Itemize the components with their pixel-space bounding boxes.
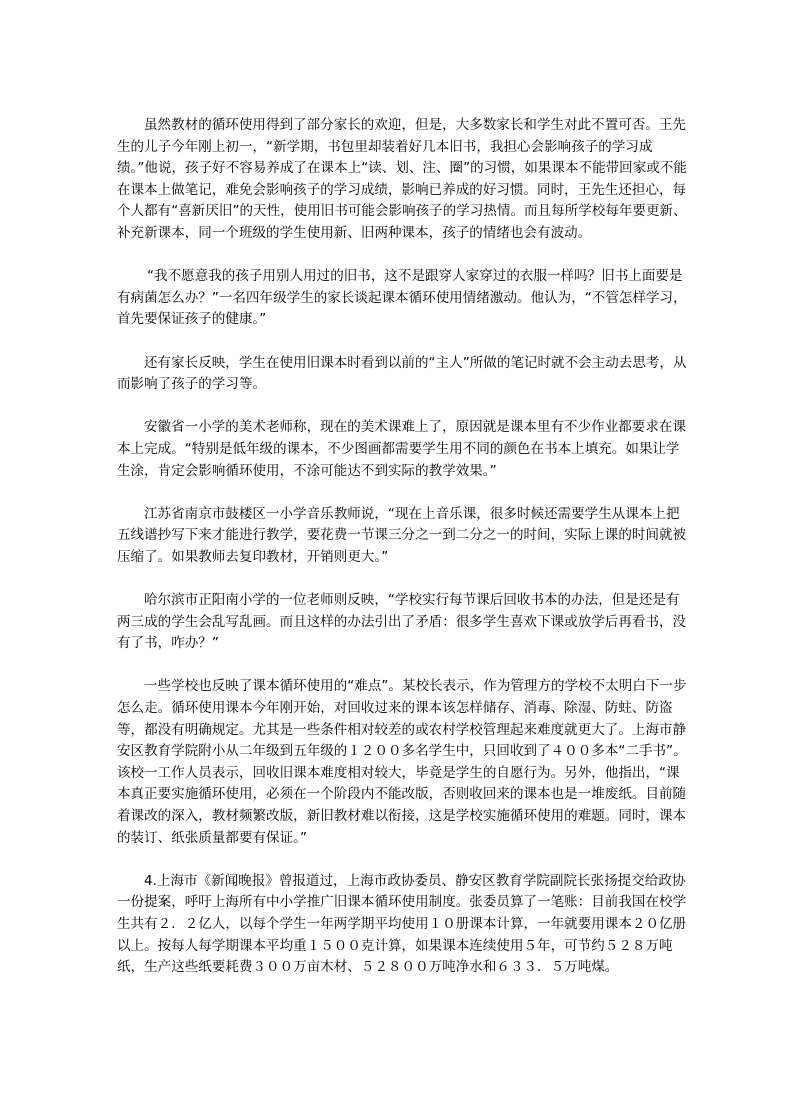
paragraph-parent-concerns: 虽然教材的循环使用得到了部分家长的欢迎，但是，大多数家长和学生对此不置可否。王先生的儿子今年刚上初一，“新学期，书包里却装着好几本旧书，我担心会影响孩子的学习成绩。”他说，孩子好不容易养成了在课本上“读、划、注、圈”的习惯，如果课本不能带回家或不能在课本上做笔记，难免会影响孩子的学习成绩，影响已养成的好习惯。同时，王先生还担心，每个人都有“喜新厌旧”的天性，使用旧书可能会影响孩子的学习热情。而且每所学校每年要更新、补充新课本，同一个班级的学生使用新、旧两种课本，孩子的情绪也会有波动。 bbox=[117, 117, 687, 241]
paragraph-music-teacher: 江苏省南京市鼓楼区一小学音乐教师说，“现在上音乐课，很多时候还需要学生从课本上把五线谱抄写下来才能进行教学，要花费一节课三分之一到二分之一的时间，实际上课的时间就被压缩了。如果教师去复印教材，开销则更大。” bbox=[117, 505, 687, 565]
paragraph-art-teacher: 安徽省一小学的美术老师称，现在的美术课难上了，原因就是课本里有不少作业都要求在课本上完成。“特别是低年级的课本，不少图画都需要学生用不同的颜色在书本上填充。如果让学生涂，肯定会影响循环使用，不涂可能达不到实际的教学效果。” bbox=[117, 419, 686, 479]
paragraph-previous-notes: 还有家长反映，学生在使用旧课本时看到以前的“主人”所做的笔记时就不会主动去思考，从而影响了孩子的学习等。 bbox=[117, 354, 687, 393]
article-body bbox=[117, 115, 692, 979]
paragraph-school-difficulties: 一些学校也反映了课本循环使用的“难点”。某校长表示，作为管理方的学校不太明白下一步怎么走。循环使用课本今年刚开始，对回收过来的课本该怎样储存、消毒、除湿、防蛀、防盗等，都没有明确规定。尤其是一些条件相对较差的或农村学校管理起来难度就更大了。上海市静安区教育学院附小从二年级到五年级的１２００多名学生中，只回收到了４００多本“二手书”。该校一工作人员表示，回收旧课本难度相对较大，毕竟是学生的自愿行为。另外，他指出，“课本真正要实施循环使用，必须在一个阶段内不能改版，否则收回来的课本也是一堆废纸。目前随着课改的深入，教材频繁改版，新旧教材难以衔接，这是学校实施循环使用的难题。同时，课本的装订、纸张质量都要有保证。” bbox=[117, 678, 687, 846]
paragraph-hygiene-quote: “我不愿意我的孩子用别人用过的旧书，这不是跟穿人家穿过的衣服一样吗？旧书上面要是有病菌怎么办？”一名四年级学生的家长谈起课本循环使用情绪激动。他认为，“不管怎样学习，首先要保证孩子的健康。” bbox=[117, 268, 687, 328]
paragraph-shanghai-proposal: 4.上海市《新闻晚报》曾报道过，上海市政协委员、静安区教育学院副院长张扬提交给政协一份提案，呼吁上海所有中小学推广旧课本循环使用制度。张委员算了一笔账：目前我国在校学生共有２．２亿人，以每个学生一年两学期平均使用１０册课本计算，一年就要用课本２０亿册以上。按每人每学期课本平均重１５００克计算，如果课本连续使用５年，可节约５２８万吨纸，生产这些纸要耗费３００万亩木材、５２８００万吨净水和６３３．５万吨煤。 bbox=[117, 872, 687, 976]
paragraph-harbin-teacher: 哈尔滨市正阳南小学的一位老师则反映，“学校实行每节课后回收书本的办法，但是还是有两三成的学生会乱写乱画。而且这样的办法引出了矛盾：很多学生喜欢下课或放学后再看书，没有了书，咋办？” bbox=[117, 592, 687, 652]
